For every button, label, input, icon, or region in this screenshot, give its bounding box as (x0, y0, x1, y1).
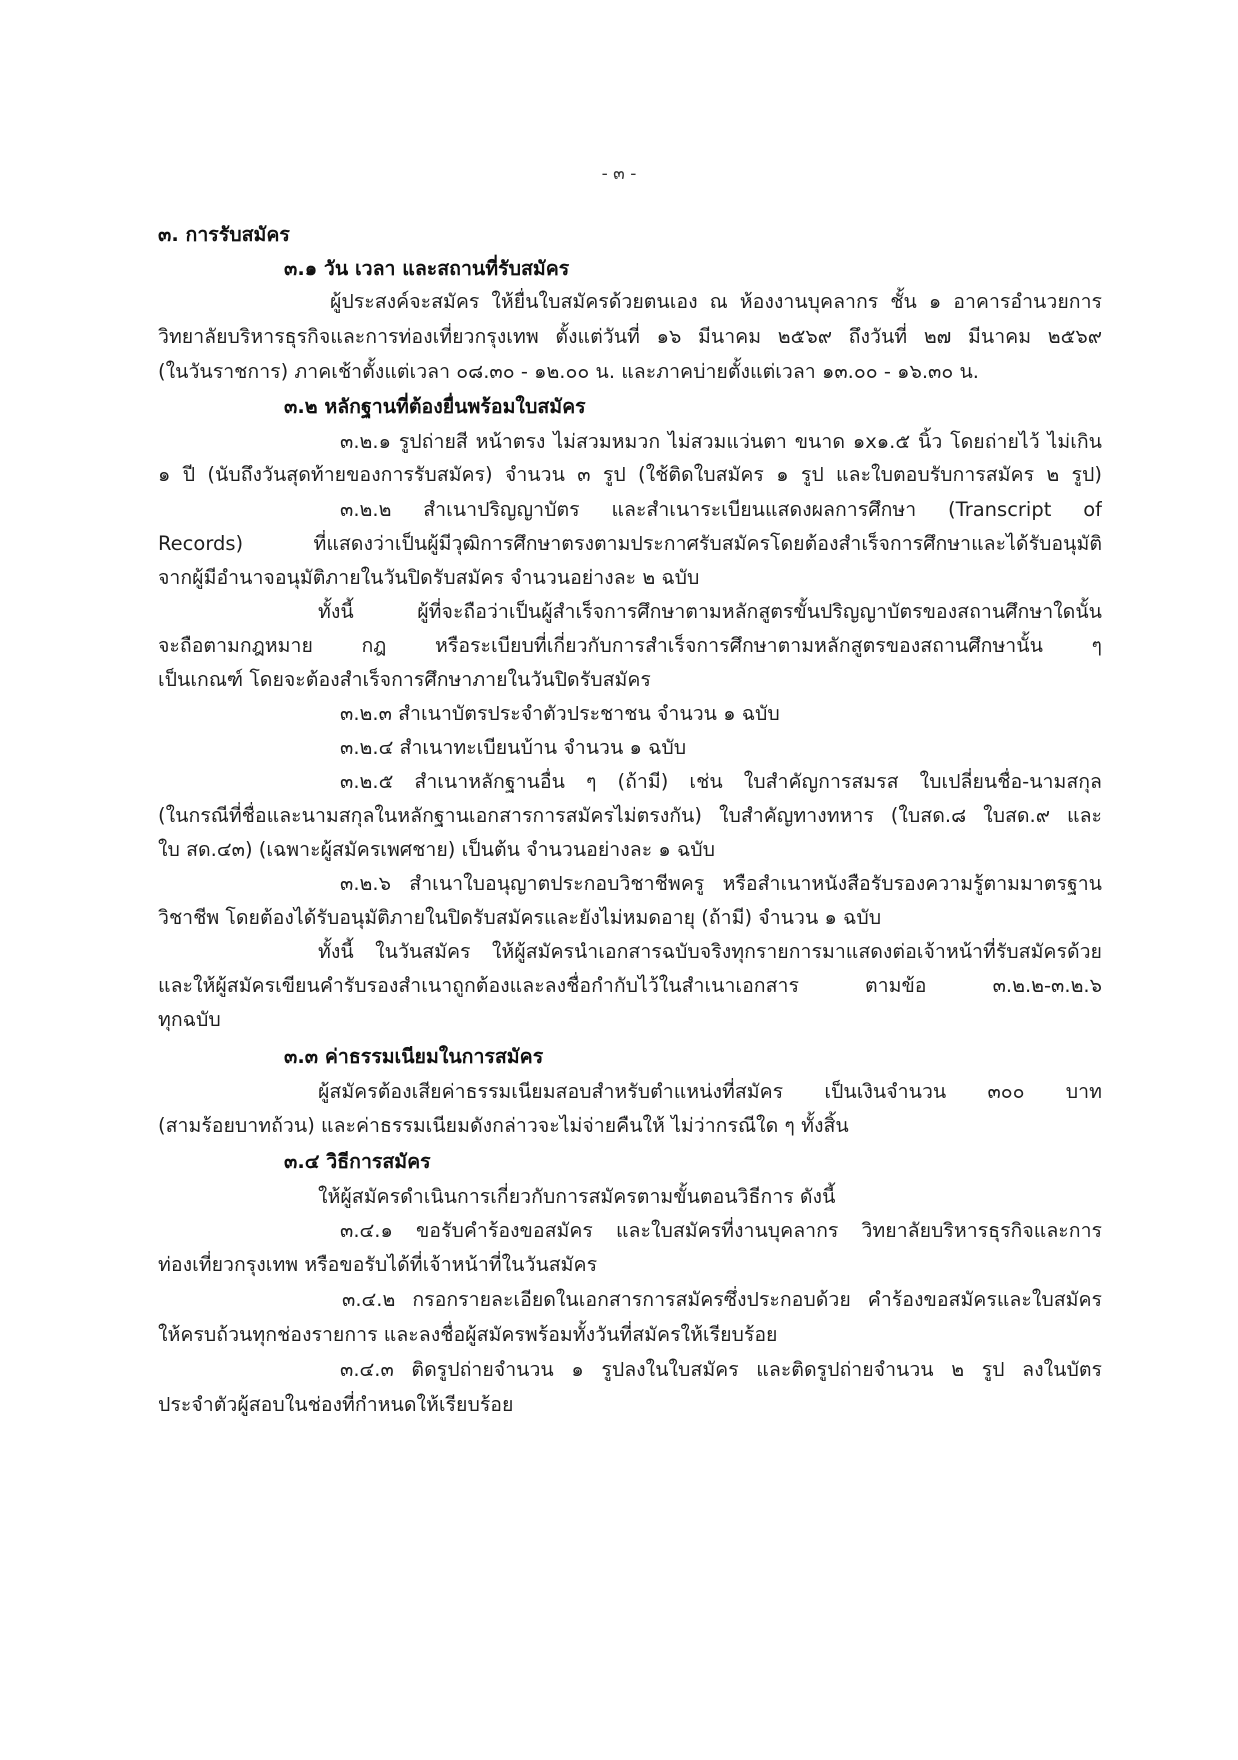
paragraph-line: จะถือตามกฎหมาย กฎ หรือระเบียบที่เกี่ยวกับการสำเร็จการศึกษาตามหลักสูตรของสถานศึกษานั้น ๆ (158, 634, 1102, 657)
paragraph-line: ๓.๔.๓ ติดรูปถ่ายจำนวน ๑ รูปลงในใบสมัคร และติดรูปถ่ายจำนวน ๒ รูป ลงในบัตร (340, 1358, 1102, 1381)
paragraph-line: ๓.๒.๓ สำเนาบัตรประจำตัวประชาชน จำนวน ๑ ฉบับ (340, 702, 780, 725)
section-title: ๓. การรับสมัคร (158, 223, 290, 246)
paragraph-line: ๓.๔.๑ ขอรับคำร้องขอสมัคร และใบสมัครที่งานบุคลากร วิทยาลัยบริหารธุรกิจและการ (340, 1219, 1102, 1242)
paragraph-line: ๓.๒.๑ รูปถ่ายสี หน้าตรง ไม่สวมหมวก ไม่สวมแว่นตา ขนาด ๑x๑.๕ นิ้ว โดยถ่ายไว้ ไม่เกิน (340, 430, 1102, 453)
paragraph-line: ๓.๔.๒ กรอกรายละเอียดในเอกสารการสมัครซึ่งประกอบด้วย คำร้องขอสมัครและใบสมัคร (342, 1288, 1102, 1311)
paragraph-line: ทั้งนี้ ในวันสมัคร ให้ผู้สมัครนำเอกสารฉบับจริงทุกรายการมาแสดงต่อเจ้าหน้าที่รับสมัครด้วย (318, 940, 1102, 963)
paragraph-line: วิชาชีพ โดยต้องได้รับอนุมัติภายในปิดรับสมัครและยังไม่หมดอายุ (ถ้ามี) จำนวน ๑ ฉบับ (158, 906, 882, 929)
paragraph-line: เป็นเกณฑ์ โดยจะต้องสำเร็จการศึกษาภายในวันปิดรับสมัคร (158, 668, 651, 691)
paragraph-line: ผู้สมัครต้องเสียค่าธรรมเนียมสอบสำหรับตำแหน่งที่สมัคร เป็นเงินจำนวน ๓๐๐ บาท (318, 1080, 1102, 1103)
paragraph-line: และให้ผู้สมัครเขียนคำรับรองสำเนาถูกต้องและลงชื่อกำกับไว้ในสำเนาเอกสาร ตามข้อ ๓.๒.๒-๓.๒.๖ (158, 974, 1102, 997)
paragraph-line: ใบ สด.๔๓) (เฉพาะผู้สมัครเพศชาย) เป็นต้น จำนวนอย่างละ ๑ ฉบับ (158, 838, 715, 861)
paragraph-line: ทั้งนี้ ผู้ที่จะถือว่าเป็นผู้สำเร็จการศึกษาตามหลักสูตรขั้นปริญญาบัตรของสถานศึกษาใดนั้น (318, 600, 1102, 623)
paragraph-line: ให้ครบถ้วนทุกช่องรายการ และลงชื่อผู้สมัครพร้อมทั้งวันที่สมัครให้เรียบร้อย (158, 1323, 778, 1346)
subsection-heading-3-2: ๓.๒ หลักฐานที่ต้องยื่นพร้อมใบสมัคร (284, 395, 586, 418)
paragraph-line: ๓.๒.๒ สำเนาปริญญาบัตร และสำเนาระเบียนแสดงผลการศึกษา (Transcript of (340, 498, 1102, 521)
page-number: - ๓ - (601, 164, 637, 184)
paragraph-line: ๓.๒.๔ สำเนาทะเบียนบ้าน จำนวน ๑ ฉบับ (340, 736, 687, 759)
paragraph-line: (สามร้อยบาทถ้วน) และค่าธรรมเนียมดังกล่าวจะไม่จ่ายคืนให้ ไม่ว่ากรณีใด ๆ ทั้งสิ้น (158, 1114, 849, 1137)
paragraph-line: (ในวันราชการ) ภาคเช้าตั้งแต่เวลา ๐๘.๓๐ - ๑๒.๐๐ น. และภาคบ่ายตั้งแต่เวลา ๑๓.๐๐ - ๑๖.๓๐ น. (158, 360, 980, 383)
paragraph-line: Records) ที่แสดงว่าเป็นผู้มีวุฒิการศึกษาตรงตามประกาศรับสมัครโดยต้องสำเร็จการศึกษาและได้รับอนุมัติ (158, 532, 1102, 555)
paragraph-line: ๓.๒.๖ สำเนาใบอนุญาตประกอบวิชาชีพครู หรือสำเนาหนังสือรับรองความรู้ตามมาตรฐาน (340, 872, 1102, 895)
paragraph-line: ท่องเที่ยวกรุงเทพ หรือขอรับได้ที่เจ้าหน้าที่ในวันสมัคร (158, 1253, 598, 1276)
subsection-heading-3-1: ๓.๑ วัน เวลา และสถานที่รับสมัคร (284, 257, 570, 280)
subsection-heading-3-3: ๓.๓ ค่าธรรมเนียมในการสมัคร (284, 1045, 544, 1068)
paragraph-line: ผู้ประสงค์จะสมัคร ให้ยื่นใบสมัครด้วยตนเอง ณ ห้องงานบุคลากร ชั้น ๑ อาคารอำนวยการ (330, 290, 1102, 313)
subsection-heading-3-4: ๓.๔ วิธีการสมัคร (284, 1150, 431, 1173)
paragraph-line: ๓.๒.๕ สำเนาหลักฐานอื่น ๆ (ถ้ามี) เช่น ใบสำคัญการสมรส ใบเปลี่ยนชื่อ-นามสกุล (340, 770, 1102, 793)
paragraph-line: ๑ ปี (นับถึงวันสุดท้ายของการรับสมัคร) จำนวน ๓ รูป (ใช้ติดใบสมัคร ๑ รูป และใบตอบรับการสมัคร ๒ รูป) (158, 463, 1102, 486)
paragraph-line: ให้ผู้สมัครดำเนินการเกี่ยวกับการสมัครตามขั้นตอนวิธีการ ดังนี้ (318, 1185, 836, 1208)
paragraph-line: ประจำตัวผู้สอบในช่องที่กำหนดให้เรียบร้อย (158, 1393, 514, 1416)
paragraph-line: (ในกรณีที่ชื่อและนามสกุลในหลักฐานเอกสารการสมัครไม่ตรงกัน) ใบสำคัญทางทหาร (ใบสด.๘ ใบสด.๙ และ (158, 804, 1102, 827)
paragraph-line: วิทยาลัยบริหารธุรกิจและการท่องเที่ยวกรุงเทพ ตั้งแต่วันที่ ๑๖ มีนาคม ๒๕๖๙ ถึงวันที่ ๒๗ มีนาคม ๒๕๖๙ (158, 325, 1102, 348)
paragraph-line: ทุกฉบับ (158, 1008, 221, 1031)
paragraph-line: จากผู้มีอำนาจอนุมัติภายในวันปิดรับสมัคร จำนวนอย่างละ ๒ ฉบับ (158, 566, 700, 589)
